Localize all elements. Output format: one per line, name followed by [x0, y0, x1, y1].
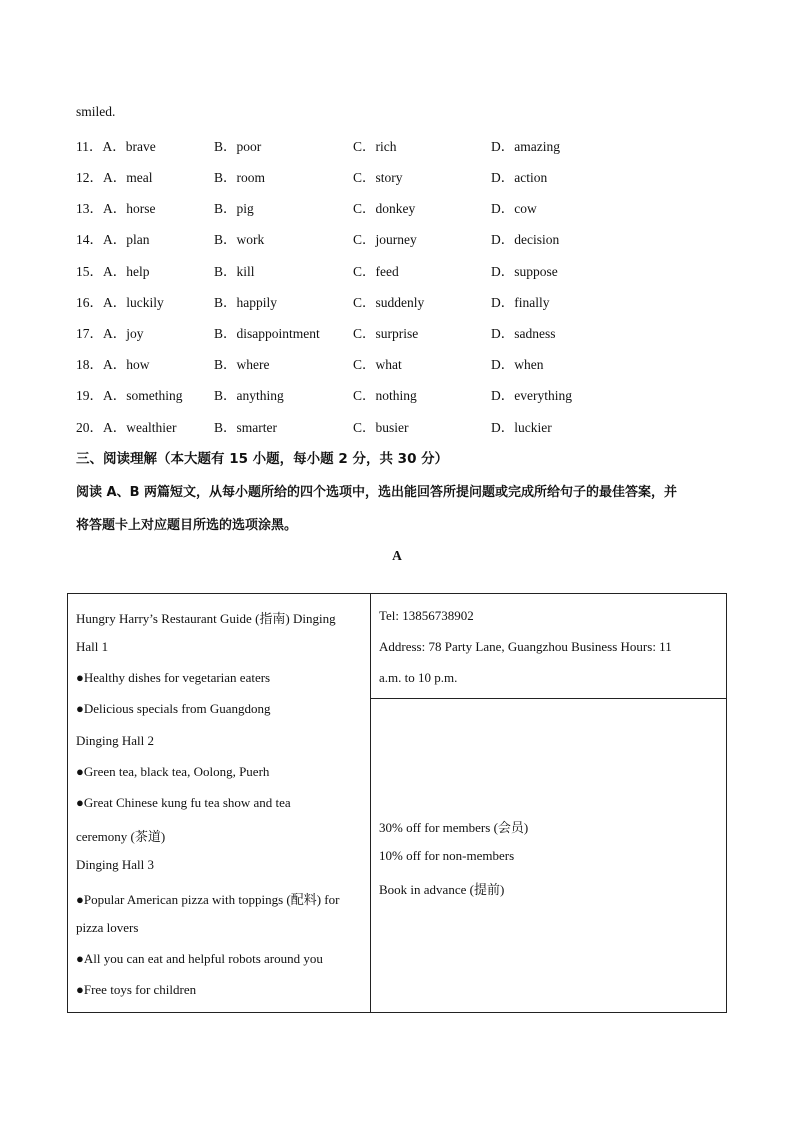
- dining-halls-cell: [68, 594, 371, 1012]
- option-b: B．disappointment: [214, 326, 320, 341]
- instructions-line-2: 将答题卡上对应题目所选的选项涂黑。: [76, 518, 298, 533]
- previous-passage-ending: smiled.: [76, 104, 116, 119]
- guide-line: ●Healthy dishes for vegetarian eaters: [76, 670, 271, 685]
- option-b: B．anything: [214, 388, 284, 403]
- guide-line: ●Free toys for children: [76, 982, 197, 997]
- option-c: C．story: [353, 170, 403, 185]
- contact-info-cell: [371, 594, 726, 699]
- option-d: D．finally: [491, 295, 550, 310]
- option-c: C．nothing: [353, 388, 417, 403]
- guide-line: ●Great Chinese kung fu tea show and tea: [76, 795, 291, 810]
- option-b: B．poor: [214, 139, 262, 154]
- option-d: D．when: [491, 357, 544, 372]
- phone-number: Tel: 13856738902: [379, 608, 474, 623]
- option-a: 17．A．joy: [76, 326, 144, 341]
- option-c: C．donkey: [353, 201, 416, 216]
- option-a: 18．A．how: [76, 357, 150, 372]
- option-b: B．where: [214, 357, 270, 372]
- question-number: 11．: [76, 139, 103, 154]
- question-number: 13．: [76, 201, 103, 216]
- question-number: 18．: [76, 357, 103, 372]
- option-c: C．feed: [353, 264, 399, 279]
- restaurant-guide-table: [67, 593, 727, 1013]
- option-a: 20．A．wealthier: [76, 420, 177, 435]
- guide-line: Dinging Hall 3: [76, 857, 154, 872]
- option-a: 12．A．meal: [76, 170, 153, 185]
- option-d: D．everything: [491, 388, 572, 403]
- address-line: Address: 78 Party Lane, Guangzhou Business Hours: 11: [379, 639, 672, 654]
- instructions-line-1: 阅读 A、B 两篇短文，从每小题所给的四个选项中，选出能回答所提问题或完成所给句子的最佳答案，并: [76, 485, 678, 500]
- question-number: 19．: [76, 388, 103, 403]
- option-d: D．amazing: [491, 139, 560, 154]
- option-d: D．action: [491, 170, 548, 185]
- option-a: 15．A．help: [76, 264, 150, 279]
- guide-line: ceremony (茶道): [76, 829, 166, 844]
- option-c: C．what: [353, 357, 402, 372]
- option-c: C．journey: [353, 232, 417, 247]
- option-b: B．pig: [214, 201, 254, 216]
- option-d: D．cow: [491, 201, 537, 216]
- booking-note: Book in advance (提前): [379, 882, 505, 897]
- guide-line: ●Delicious specials from Guangdong: [76, 701, 271, 716]
- guide-line: Hall 1: [76, 639, 109, 654]
- guide-line: ●Popular American pizza with toppings (配料) for: [76, 892, 340, 907]
- guide-line: Dinging Hall 2: [76, 733, 154, 748]
- option-a: 13．A．horse: [76, 201, 156, 216]
- option-d: D．decision: [491, 232, 560, 247]
- discount-info-cell: [371, 699, 726, 1012]
- option-d: D．luckier: [491, 420, 552, 435]
- option-d: D．sadness: [491, 326, 556, 341]
- passage-label: A: [392, 548, 402, 563]
- option-a: 16．A．luckily: [76, 295, 164, 310]
- question-number: 17．: [76, 326, 103, 341]
- question-number: 16．: [76, 295, 103, 310]
- question-number: 14．: [76, 232, 103, 247]
- question-number: 12．: [76, 170, 103, 185]
- option-c: C．suddenly: [353, 295, 425, 310]
- option-a: 19．A．something: [76, 388, 183, 403]
- option-d: D．suppose: [491, 264, 558, 279]
- section-heading: 三、阅读理解（本大题有 15 小题，每小题 2 分，共 30 分）: [76, 451, 449, 467]
- option-c: C．busier: [353, 420, 409, 435]
- option-b: B．work: [214, 232, 265, 247]
- guide-line: pizza lovers: [76, 920, 139, 935]
- option-b: B．kill: [214, 264, 255, 279]
- question-number: 20．: [76, 420, 103, 435]
- guide-line: ●Green tea, black tea, Oolong, Puerh: [76, 764, 270, 779]
- hours-line: a.m. to 10 p.m.: [379, 670, 458, 685]
- option-b: B．happily: [214, 295, 277, 310]
- option-a: 11．A．brave: [76, 139, 156, 154]
- option-c: C．surprise: [353, 326, 419, 341]
- question-number: 15．: [76, 264, 103, 279]
- guide-line: ●All you can eat and helpful robots around you: [76, 951, 323, 966]
- member-discount: 30% off for members (会员): [379, 820, 529, 835]
- option-b: B．smarter: [214, 420, 277, 435]
- option-b: B．room: [214, 170, 266, 185]
- option-c: C．rich: [353, 139, 397, 154]
- option-a: 14．A．plan: [76, 232, 150, 247]
- non-member-discount: 10% off for non-members: [379, 848, 515, 863]
- guide-line: Hungry Harry’s Restaurant Guide (指南) Dinging: [76, 611, 336, 626]
